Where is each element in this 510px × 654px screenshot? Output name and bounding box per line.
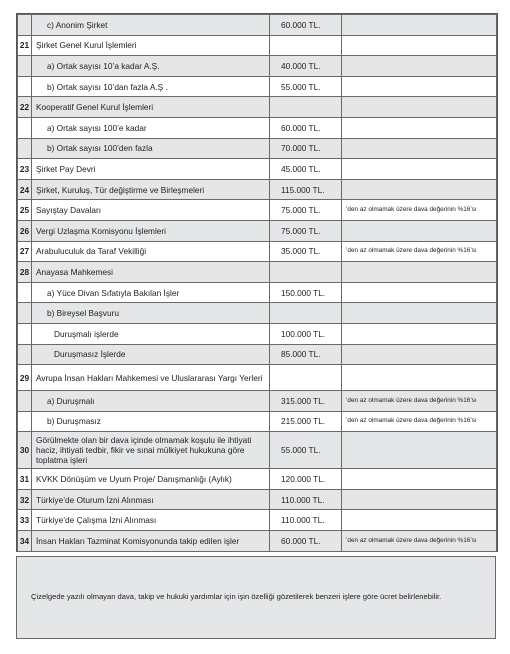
- table-row: [18, 15, 497, 36]
- row-number: [18, 282, 32, 303]
- row-note: [342, 365, 497, 391]
- row-number: 30: [18, 432, 32, 469]
- row-description: b) Ortak sayısı 10’dan fazla A.Ş .: [32, 76, 270, 97]
- row-note: [342, 138, 497, 159]
- row-description: Şirket Pay Devri: [32, 159, 270, 180]
- row-number: [18, 117, 32, 138]
- row-note: ’den az olmamak üzere dava değerinin %16’sı: [342, 200, 497, 221]
- row-description: Kooperatif Genel Kurul İşlemleri: [32, 97, 270, 118]
- row-number: 31: [18, 469, 32, 490]
- table-row: [18, 97, 497, 118]
- row-number: [18, 138, 32, 159]
- row-note: [342, 303, 497, 324]
- row-note: [342, 432, 497, 469]
- row-note: ’den az olmamak üzere dava değerinin %16’sı: [342, 531, 497, 552]
- row-number: 22: [18, 97, 32, 118]
- row-description: Türkiye’de Oturum İzni Alınması: [32, 489, 270, 510]
- row-number: 29: [18, 365, 32, 391]
- row-description: Duruşmasız İşlerde: [32, 344, 270, 365]
- row-note: [342, 159, 497, 180]
- row-amount: [270, 365, 342, 391]
- table-row: [18, 35, 497, 56]
- row-note: [342, 220, 497, 241]
- table-row: [18, 344, 497, 365]
- row-note: ’den az olmamak üzere dava değerinin %16’sı: [342, 391, 497, 412]
- row-number: [18, 56, 32, 77]
- row-note: [342, 117, 497, 138]
- row-description: a) Ortak sayısı 10’a kadar A.Ş.: [32, 56, 270, 77]
- table-row: [18, 117, 497, 138]
- row-description: Sayıştay Davaları: [32, 200, 270, 221]
- row-amount: 75.000 TL.: [270, 220, 342, 241]
- row-note: [342, 469, 497, 490]
- row-amount: 60.000 TL.: [270, 15, 342, 36]
- row-amount: 115.000 TL.: [270, 179, 342, 200]
- row-note: [342, 179, 497, 200]
- fee-table-body: [18, 15, 497, 552]
- row-number: [18, 344, 32, 365]
- row-note: [342, 323, 497, 344]
- row-description: b) Duruşmasız: [32, 411, 270, 432]
- row-number: 27: [18, 241, 32, 262]
- row-description: Görülmekte olan bir dava içinde olmamak koşulu ile ihtiyati haciz, ihtiyati tedbir, fikir ve sınai mülkiyet hukukuna göre toplatma işleri: [32, 432, 270, 469]
- table-row: [18, 469, 497, 490]
- row-note: [342, 344, 497, 365]
- table-row: [18, 241, 497, 262]
- row-description: a) Yüce Divan Sıfatıyla Bakılan İşler: [32, 282, 270, 303]
- row-number: 26: [18, 220, 32, 241]
- row-number: [18, 411, 32, 432]
- table-row: [18, 200, 497, 221]
- table-row: [18, 323, 497, 344]
- table-row: [18, 391, 497, 412]
- row-description: a) Duruşmalı: [32, 391, 270, 412]
- row-description: Şirket, Kuruluş, Tür değiştirme ve Birleşmeleri: [32, 179, 270, 200]
- footer-note: Çizelgede yazılı olmayan dava, takip ve hukuki yardımlar için işin özelliği gözetilerek benzeri işlere göre ücret belirlenebilir.: [31, 592, 442, 601]
- row-note: [342, 76, 497, 97]
- row-description: Şirket Genel Kurul İşlemleri: [32, 35, 270, 56]
- table-row: [18, 179, 497, 200]
- row-note: ’den az olmamak üzere dava değerinin %16’sı: [342, 411, 497, 432]
- table-row: [18, 56, 497, 77]
- row-description: Anayasa Mahkemesi: [32, 262, 270, 283]
- row-number: 24: [18, 179, 32, 200]
- table-row: [18, 531, 497, 552]
- row-note: [342, 35, 497, 56]
- row-amount: 215.000 TL.: [270, 411, 342, 432]
- row-amount: 70.000 TL.: [270, 138, 342, 159]
- row-amount: 120.000 TL.: [270, 469, 342, 490]
- row-note: [342, 282, 497, 303]
- row-description: Vergi Uzlaşma Komisyonu İşlemleri: [32, 220, 270, 241]
- row-description: Duruşmalı işlerde: [32, 323, 270, 344]
- row-note: [342, 56, 497, 77]
- row-description: a) Ortak sayısı 100’e kadar: [32, 117, 270, 138]
- table-row: [18, 262, 497, 283]
- row-amount: [270, 35, 342, 56]
- row-number: 25: [18, 200, 32, 221]
- row-description: İnsan Hakları Tazminat Komisyonunda takip edilen işler: [32, 531, 270, 552]
- row-description: Türkiye’de Çalışma İzni Alınması: [32, 510, 270, 531]
- row-description: b) Ortak sayısı 100’den fazla: [32, 138, 270, 159]
- row-amount: 35.000 TL.: [270, 241, 342, 262]
- table-row: [18, 282, 497, 303]
- row-note: [342, 97, 497, 118]
- row-number: 23: [18, 159, 32, 180]
- row-number: [18, 15, 32, 36]
- fee-table: [17, 14, 497, 552]
- row-description: c) Anonim Şirket: [32, 15, 270, 36]
- row-amount: 45.000 TL.: [270, 159, 342, 180]
- table-row: [18, 432, 497, 469]
- row-description: Arabuluculuk da Taraf Vekilliği: [32, 241, 270, 262]
- row-number: 33: [18, 510, 32, 531]
- table-row: [18, 303, 497, 324]
- table-row: [18, 76, 497, 97]
- row-number: [18, 76, 32, 97]
- row-note: [342, 489, 497, 510]
- row-note: [342, 15, 497, 36]
- row-amount: 75.000 TL.: [270, 200, 342, 221]
- row-amount: 55.000 TL.: [270, 432, 342, 469]
- row-description: KVKK Dönüşüm ve Uyum Proje/ Danışmanlığı (Aylık): [32, 469, 270, 490]
- row-description: b) Bireysel Başvuru: [32, 303, 270, 324]
- row-note: [342, 510, 497, 531]
- row-amount: [270, 262, 342, 283]
- row-number: 32: [18, 489, 32, 510]
- table-row: [18, 220, 497, 241]
- row-amount: [270, 97, 342, 118]
- row-number: 28: [18, 262, 32, 283]
- row-number: [18, 323, 32, 344]
- row-note: ’den az olmamak üzere dava değerinin %16’sı: [342, 241, 497, 262]
- table-row: [18, 411, 497, 432]
- row-description: Avrupa İnsan Hakları Mahkemesi ve Uluslararası Yargı Yerleri: [32, 365, 270, 391]
- row-number: 34: [18, 531, 32, 552]
- row-amount: [270, 303, 342, 324]
- table-row: [18, 510, 497, 531]
- row-amount: 85.000 TL.: [270, 344, 342, 365]
- table-row: [18, 138, 497, 159]
- table-row: [18, 159, 497, 180]
- table-row: [18, 365, 497, 391]
- row-amount: 40.000 TL.: [270, 56, 342, 77]
- row-note: [342, 262, 497, 283]
- row-amount: 60.000 TL.: [270, 531, 342, 552]
- footer-note-box: [16, 556, 496, 639]
- fee-table-container: [16, 13, 498, 552]
- row-number: [18, 303, 32, 324]
- row-amount: 60.000 TL.: [270, 117, 342, 138]
- row-number: 21: [18, 35, 32, 56]
- row-amount: 110.000 TL.: [270, 510, 342, 531]
- table-row: [18, 489, 497, 510]
- row-number: [18, 391, 32, 412]
- row-amount: 150.000 TL.: [270, 282, 342, 303]
- row-amount: 315.000 TL.: [270, 391, 342, 412]
- row-amount: 55.000 TL.: [270, 76, 342, 97]
- row-amount: 100.000 TL.: [270, 323, 342, 344]
- row-amount: 110.000 TL.: [270, 489, 342, 510]
